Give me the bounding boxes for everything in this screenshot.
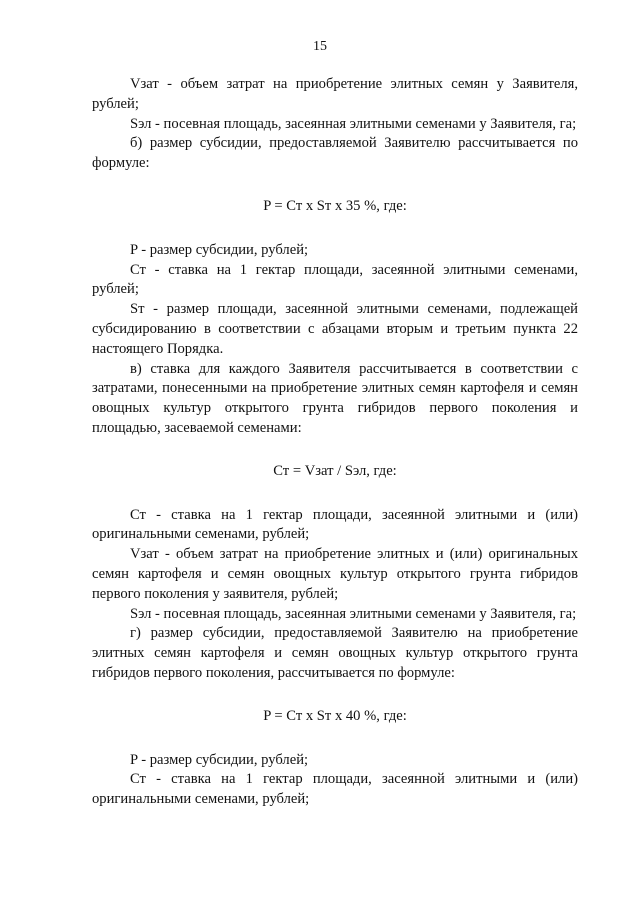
paragraph: Ст - ставка на 1 гектар площади, засеянной элитными и (или) оригинальными семенами, рублей; — [92, 771, 578, 808]
paragraph: б) размер субсидии, предоставляемой Заявителю рассчитывается по формуле: — [92, 135, 578, 172]
paragraph: Vзат - объем затрат на приобретение элитных и (или) оригинальных семян картофеля и семян овощных культур открытого грунта гибридов первого поколения у заявителя, рублей; — [92, 546, 578, 602]
paragraph: Ст - ставка на 1 гектар площади, засеянной элитными и (или) оригинальными семенами, рублей; — [92, 506, 578, 543]
document-body — [92, 75, 578, 810]
paragraph: Sт - размер площади, засеянной элитными семенами, подлежащей субсидированию в соответствии с абзацами вторым и третьим пункта 22 настоящего Порядка. — [92, 301, 578, 357]
paragraph: P - размер субсидии, рублей; — [130, 241, 309, 258]
formula-line: P = Ст х Sт х 35 %, где: — [263, 197, 407, 214]
paragraph: в) ставка для каждого Заявителя рассчитывается в соответствии с затратами, понесенными на приобретение элитных семян картофеля и семян овощных культур открытого грунта гибридов первого поколения и площадью, засеваемой семенами: — [92, 360, 578, 436]
paragraph: Vзат - объем затрат на приобретение элитных семян у Заявителя, рублей; — [92, 76, 578, 112]
page-number: 15 — [313, 39, 327, 54]
paragraph: Ст - ставка на 1 гектар площади, засеянной элитными семенами, рублей; — [92, 261, 578, 298]
formula-line: Ст = Vзат / Sэл, где: — [273, 462, 397, 479]
formula-line: P = Ст х Sт х 40 %, где: — [263, 707, 407, 724]
paragraph: P - размер субсидии, рублей; — [130, 751, 309, 768]
paragraph: Sэл - посевная площадь, засеянная элитными семенами у Заявителя, га; — [130, 605, 577, 622]
paragraph: г) размер субсидии, предоставляемой Заявителю на приобретение элитных семян картофеля и семян овощных культур открытого грунта гибридов первого поколения, рассчитывается по формуле: — [92, 625, 578, 681]
paragraph: Sэл - посевная площадь, засеянная элитными семенами у Заявителя, га; — [130, 115, 577, 132]
